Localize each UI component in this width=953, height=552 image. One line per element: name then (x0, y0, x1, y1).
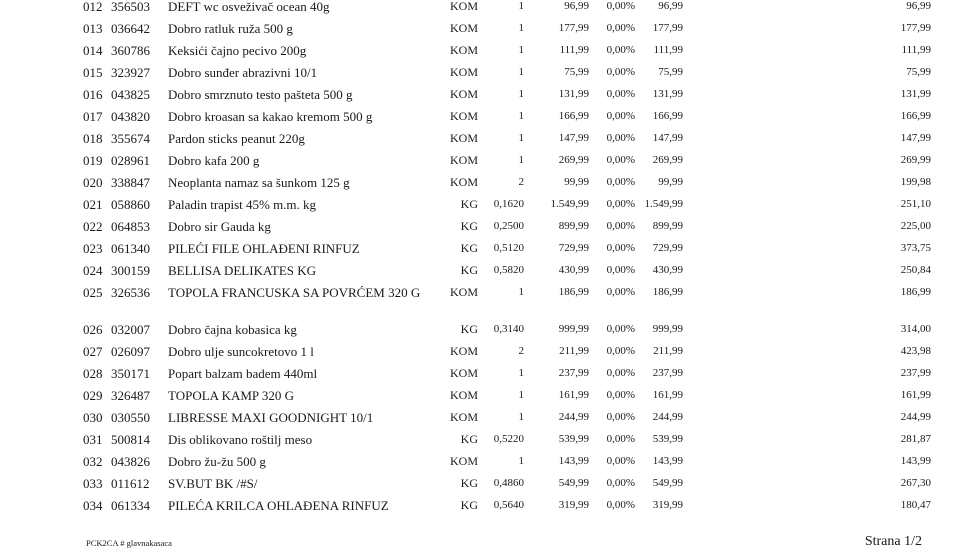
item-total: 225,00 (900, 220, 931, 232)
item-code: 338847 (111, 175, 150, 190)
table-row (0, 220, 953, 242)
item-unit: KOM (449, 366, 478, 380)
item-unit: KOM (449, 175, 478, 189)
item-net-price: 899,99 (652, 220, 683, 232)
item-unit-price: 99,99 (564, 176, 589, 188)
item-quantity: 1 (518, 88, 524, 100)
table-row (0, 88, 953, 110)
item-unit-price: 269,99 (558, 154, 589, 166)
item-discount: 0,00% (606, 220, 635, 232)
item-discount: 0,00% (606, 154, 635, 166)
item-name: Dobro žu-žu 500 g (168, 454, 266, 469)
item-discount: 0,00% (606, 433, 635, 445)
page-number: Strana 1/2 (864, 534, 922, 549)
item-net-price: 729,99 (652, 242, 683, 254)
item-net-price: 244,99 (652, 411, 683, 423)
item-unit-price: 186,99 (558, 286, 589, 298)
item-total: 186,99 (900, 286, 931, 298)
item-number: 026 (83, 322, 103, 337)
item-number: 031 (83, 432, 103, 447)
item-total: 423,98 (900, 345, 931, 357)
item-total: 281,87 (900, 433, 931, 445)
item-number: 015 (83, 65, 103, 80)
item-discount: 0,00% (606, 176, 635, 188)
item-name: Neoplanta namaz sa šunkom 125 g (168, 175, 350, 190)
table-row (0, 345, 953, 367)
item-number: 024 (83, 263, 103, 278)
item-name: BELLISA DELIKATES KG (168, 263, 317, 278)
item-quantity: 1 (518, 22, 524, 34)
item-quantity: 1 (518, 66, 524, 78)
item-code: 356503 (111, 0, 150, 14)
item-unit: KG (460, 498, 478, 512)
item-quantity: 1 (518, 154, 524, 166)
item-unit-price: 539,99 (558, 433, 589, 445)
item-total: 373,75 (900, 242, 931, 254)
item-number: 022 (83, 219, 103, 234)
item-number: 013 (83, 21, 103, 36)
item-unit: KG (460, 241, 478, 255)
table-row (0, 22, 953, 44)
item-unit: KG (460, 432, 478, 446)
item-total: 75,99 (906, 66, 931, 78)
item-discount: 0,00% (606, 286, 635, 298)
table-row (0, 499, 953, 521)
table-row (0, 0, 953, 22)
item-number: 030 (83, 410, 103, 425)
item-number: 023 (83, 241, 103, 256)
item-code: 028961 (111, 153, 150, 168)
item-number: 029 (83, 388, 103, 403)
item-name: Dobro ratluk ruža 500 g (168, 21, 293, 36)
item-total: 177,99 (900, 22, 931, 34)
item-discount: 0,00% (606, 477, 635, 489)
item-discount: 0,00% (606, 88, 635, 100)
item-quantity: 0,3140 (493, 323, 524, 335)
item-discount: 0,00% (606, 66, 635, 78)
item-net-price: 96,99 (658, 0, 683, 12)
item-discount: 0,00% (606, 44, 635, 56)
table-row (0, 44, 953, 66)
item-quantity: 1 (518, 411, 524, 423)
table-row (0, 389, 953, 411)
item-code: 326536 (111, 285, 150, 300)
item-number: 025 (83, 285, 103, 300)
item-quantity: 0,5120 (493, 242, 524, 254)
item-total: 199,98 (900, 176, 931, 188)
item-number: 033 (83, 476, 103, 491)
item-total: 96,99 (906, 0, 931, 12)
item-number: 016 (83, 87, 103, 102)
item-discount: 0,00% (606, 198, 635, 210)
item-unit: KOM (449, 410, 478, 424)
item-name: Dobro sir Gauda kg (168, 219, 271, 234)
item-code: 360786 (111, 43, 150, 58)
item-code: 350171 (111, 366, 150, 381)
item-unit: KOM (449, 0, 478, 13)
item-total: 269,99 (900, 154, 931, 166)
item-unit: KG (460, 263, 478, 277)
item-discount: 0,00% (606, 323, 635, 335)
table-row (0, 323, 953, 345)
item-net-price: 147,99 (652, 132, 683, 144)
item-net-price: 319,99 (652, 499, 683, 511)
item-discount: 0,00% (606, 22, 635, 34)
item-net-price: 1.549,99 (644, 198, 683, 210)
item-discount: 0,00% (606, 389, 635, 401)
item-name: Dobro ulje suncokretovo 1 l (168, 344, 314, 359)
item-name: PILEĆA KRILCA OHLAĐENA RINFUZ (168, 498, 389, 513)
item-net-price: 166,99 (652, 110, 683, 122)
item-unit: KOM (449, 21, 478, 35)
item-total: 267,30 (900, 477, 931, 489)
item-number: 014 (83, 43, 103, 58)
item-name: Dobro smrznuto testo pašteta 500 g (168, 87, 353, 102)
item-code: 061340 (111, 241, 150, 256)
item-total: 314,00 (900, 323, 931, 335)
item-net-price: 186,99 (652, 286, 683, 298)
item-unit-price: 999,99 (558, 323, 589, 335)
table-row (0, 198, 953, 220)
item-name: Dobro sunđer abrazivni 10/1 (168, 65, 318, 80)
item-total: 147,99 (900, 132, 931, 144)
item-unit-price: 166,99 (558, 110, 589, 122)
item-unit-price: 96,99 (564, 0, 589, 12)
item-name: Keksići čajno pecivo 200g (168, 43, 307, 58)
item-unit: KOM (449, 87, 478, 101)
item-number: 012 (83, 0, 103, 14)
item-discount: 0,00% (606, 455, 635, 467)
item-quantity: 1 (518, 367, 524, 379)
item-number: 020 (83, 175, 103, 190)
item-total: 143,99 (900, 455, 931, 467)
item-total: 131,99 (900, 88, 931, 100)
item-discount: 0,00% (606, 0, 635, 12)
item-unit: KOM (449, 65, 478, 79)
item-name: Dobro kafa 200 g (168, 153, 260, 168)
item-quantity: 0,2500 (493, 220, 524, 232)
item-number: 034 (83, 498, 103, 513)
item-code: 355674 (111, 131, 150, 146)
item-name: Pardon sticks peanut 220g (168, 131, 305, 146)
item-quantity: 1 (518, 286, 524, 298)
item-number: 017 (83, 109, 103, 124)
item-number: 019 (83, 153, 103, 168)
item-discount: 0,00% (606, 242, 635, 254)
table-row (0, 176, 953, 198)
item-quantity: 0,5820 (493, 264, 524, 276)
item-unit: KG (460, 197, 478, 211)
table-row (0, 264, 953, 286)
item-quantity: 1 (518, 110, 524, 122)
item-code: 064853 (111, 219, 150, 234)
item-code: 500814 (111, 432, 150, 447)
item-unit: KOM (449, 43, 478, 57)
item-code: 043826 (111, 454, 150, 469)
item-net-price: 211,99 (653, 345, 683, 357)
item-code: 043820 (111, 109, 150, 124)
item-unit-price: 143,99 (558, 455, 589, 467)
item-unit-price: 75,99 (564, 66, 589, 78)
item-number: 032 (83, 454, 103, 469)
item-unit-price: 729,99 (558, 242, 589, 254)
item-quantity: 0,5220 (493, 433, 524, 445)
item-code: 058860 (111, 197, 150, 212)
item-unit: KOM (449, 454, 478, 468)
item-net-price: 430,99 (652, 264, 683, 276)
item-net-price: 177,99 (652, 22, 683, 34)
item-total: 161,99 (900, 389, 931, 401)
item-net-price: 161,99 (652, 389, 683, 401)
item-unit: KOM (449, 131, 478, 145)
item-number: 021 (83, 197, 103, 212)
table-row (0, 242, 953, 264)
item-code: 011612 (111, 476, 150, 491)
item-number: 027 (83, 344, 103, 359)
table-row (0, 66, 953, 88)
item-net-price: 99,99 (658, 176, 683, 188)
item-quantity: 2 (518, 176, 524, 188)
table-row (0, 411, 953, 433)
item-unit: KG (460, 322, 478, 336)
item-code: 043825 (111, 87, 150, 102)
item-total: 111,99 (901, 44, 931, 56)
item-quantity: 1 (518, 389, 524, 401)
item-name: Dobro čajna kobasica kg (168, 322, 297, 337)
item-code: 030550 (111, 410, 150, 425)
item-unit-price: 111,99 (559, 44, 589, 56)
item-discount: 0,00% (606, 499, 635, 511)
item-name: SV.BUT BK /#S/ (168, 476, 258, 491)
table-row (0, 154, 953, 176)
item-unit-price: 430,99 (558, 264, 589, 276)
item-name: Dobro kroasan sa kakao kremom 500 g (168, 109, 373, 124)
item-total: 251,10 (900, 198, 931, 210)
item-discount: 0,00% (606, 411, 635, 423)
item-discount: 0,00% (606, 367, 635, 379)
item-quantity: 1 (518, 0, 524, 12)
item-net-price: 131,99 (652, 88, 683, 100)
item-total: 244,99 (900, 411, 931, 423)
item-total: 166,99 (900, 110, 931, 122)
item-name: TOPOLA FRANCUSKA SA POVRĆEM 320 G (168, 285, 421, 300)
item-unit-price: 211,99 (559, 345, 589, 357)
table-row (0, 477, 953, 499)
table-row (0, 110, 953, 132)
item-quantity: 1 (518, 455, 524, 467)
item-code: 032007 (111, 322, 150, 337)
item-quantity: 1 (518, 44, 524, 56)
item-name: Popart balzam badem 440ml (168, 366, 318, 381)
item-unit-price: 147,99 (558, 132, 589, 144)
item-unit-price: 1.549,99 (550, 198, 589, 210)
item-code: 026097 (111, 344, 150, 359)
item-code: 061334 (111, 498, 150, 513)
item-net-price: 143,99 (652, 455, 683, 467)
item-unit: KOM (449, 109, 478, 123)
item-discount: 0,00% (606, 132, 635, 144)
table-row (0, 286, 953, 323)
item-name: PILEĆI FILE OHLAĐENI RINFUZ (168, 241, 360, 256)
item-name: Dis oblikovano roštilj meso (168, 432, 313, 447)
item-discount: 0,00% (606, 345, 635, 357)
item-unit-price: 319,99 (558, 499, 589, 511)
item-quantity: 1 (518, 132, 524, 144)
item-unit-price: 177,99 (558, 22, 589, 34)
item-unit: KOM (449, 388, 478, 402)
item-unit: KOM (449, 153, 478, 167)
item-total: 250,84 (900, 264, 931, 276)
item-unit-price: 899,99 (558, 220, 589, 232)
item-code: 326487 (111, 388, 150, 403)
item-unit: KOM (449, 285, 478, 299)
item-quantity: 0,4860 (493, 477, 524, 489)
item-number: 028 (83, 366, 103, 381)
item-number: 018 (83, 131, 103, 146)
item-unit: KG (460, 219, 478, 233)
table-row (0, 455, 953, 477)
item-net-price: 269,99 (652, 154, 683, 166)
item-discount: 0,00% (606, 264, 635, 276)
item-net-price: 539,99 (652, 433, 683, 445)
item-quantity: 2 (518, 345, 524, 357)
item-name: Paladin trapist 45% m.m. kg (168, 197, 317, 212)
item-name: DEFT wc osveživač ocean 40g (168, 0, 330, 14)
item-total: 237,99 (900, 367, 931, 379)
table-row (0, 132, 953, 154)
item-name: LIBRESSE MAXI GOODNIGHT 10/1 (168, 410, 374, 425)
item-net-price: 999,99 (652, 323, 683, 335)
table-row (0, 433, 953, 455)
item-code: 323927 (111, 65, 150, 80)
item-code: 036642 (111, 21, 150, 36)
item-unit-price: 161,99 (558, 389, 589, 401)
table-row (0, 367, 953, 389)
item-unit-price: 244,99 (558, 411, 589, 423)
item-unit: KOM (449, 344, 478, 358)
item-quantity: 0,5640 (493, 499, 524, 511)
item-unit: KG (460, 476, 478, 490)
item-net-price: 75,99 (658, 66, 683, 78)
footer-terminal-id: PCK2CA # glavnakasaca (86, 538, 172, 548)
item-net-price: 111,99 (653, 44, 683, 56)
item-discount: 0,00% (606, 110, 635, 122)
item-net-price: 549,99 (652, 477, 683, 489)
item-name: TOPOLA KAMP 320 G (168, 388, 295, 403)
item-unit-price: 131,99 (558, 88, 589, 100)
item-unit-price: 549,99 (558, 477, 589, 489)
item-code: 300159 (111, 263, 150, 278)
item-net-price: 237,99 (652, 367, 683, 379)
item-total: 180,47 (900, 499, 931, 511)
item-quantity: 0,1620 (493, 198, 524, 210)
item-unit-price: 237,99 (558, 367, 589, 379)
